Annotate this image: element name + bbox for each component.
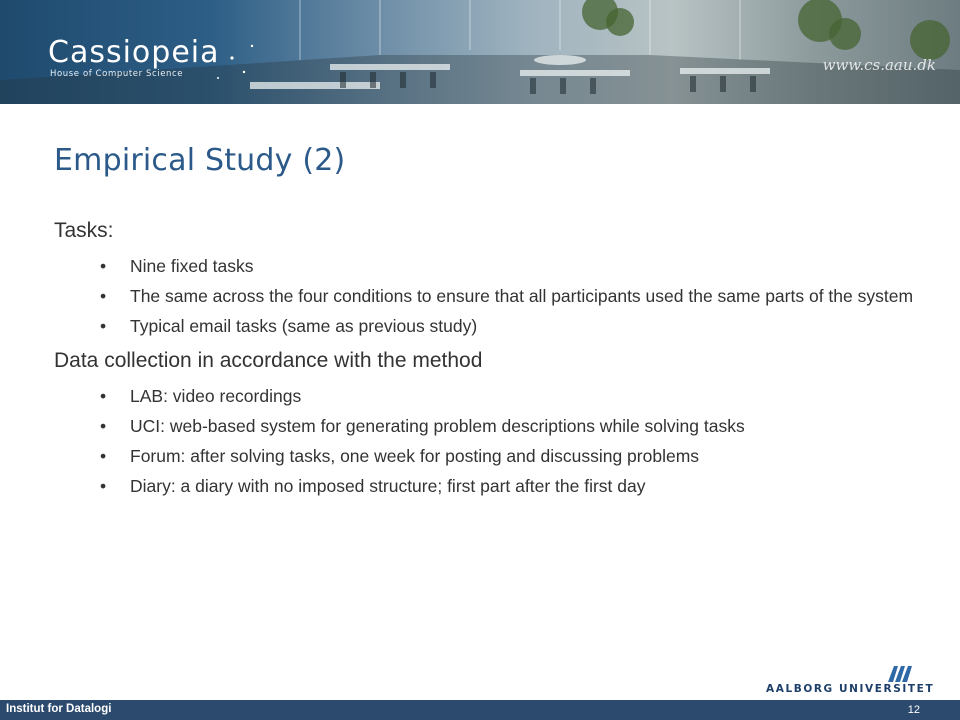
list-item xyxy=(100,314,924,338)
university-name: AALBORG UNIVERSITET xyxy=(766,683,935,695)
list-item xyxy=(100,414,924,438)
bullet-icon: • xyxy=(100,476,107,496)
list-item-text: Nine fixed tasks xyxy=(130,256,254,276)
list-item-text: Forum: after solving tasks, one week for posting and discussing problems xyxy=(130,446,700,466)
header-banner xyxy=(0,0,960,104)
list-item-text: LAB: video recordings xyxy=(130,386,302,406)
institute-name: Institut for Datalogi xyxy=(6,703,112,715)
bullet-icon: • xyxy=(100,386,107,406)
list-item-text: Diary: a diary with no imposed structure; first part after the first day xyxy=(130,476,646,496)
list-item xyxy=(100,474,924,498)
cassiopeia-logo xyxy=(48,35,220,79)
bullet-icon: • xyxy=(100,446,107,466)
page-number: 12 xyxy=(907,704,920,716)
footer-bar xyxy=(0,700,960,720)
aau-mark-icon xyxy=(884,664,914,684)
logo-tagline: House of Computer Science xyxy=(50,69,184,79)
logo-name: Cassiopeia xyxy=(48,35,220,70)
list-item xyxy=(100,444,924,468)
slide-title: Empirical Study (2) xyxy=(54,143,346,178)
list-item-text: The same across the four conditions to ensure that all participants used the same parts of the system xyxy=(130,286,914,306)
list-item-text: UCI: web-based system for generating problem descriptions while solving tasks xyxy=(130,416,745,436)
list-item xyxy=(100,284,924,308)
list-item xyxy=(100,384,924,408)
aalborg-university-logo xyxy=(766,664,936,696)
tasks-list xyxy=(54,254,924,338)
slide-content xyxy=(54,218,924,504)
data-collection-list xyxy=(54,384,924,498)
list-item-text: Typical email tasks (same as previous study) xyxy=(130,316,478,336)
bullet-icon: • xyxy=(100,256,107,276)
banner-url: www.cs.aau.dk xyxy=(822,56,936,74)
bullet-icon: • xyxy=(100,416,107,436)
section-heading-tasks: Tasks: xyxy=(54,219,114,242)
section-heading-data-collection: Data collection in accordance with the method xyxy=(54,349,483,372)
bullet-icon: • xyxy=(100,316,107,336)
bullet-icon: • xyxy=(100,286,107,306)
list-item xyxy=(100,254,924,278)
